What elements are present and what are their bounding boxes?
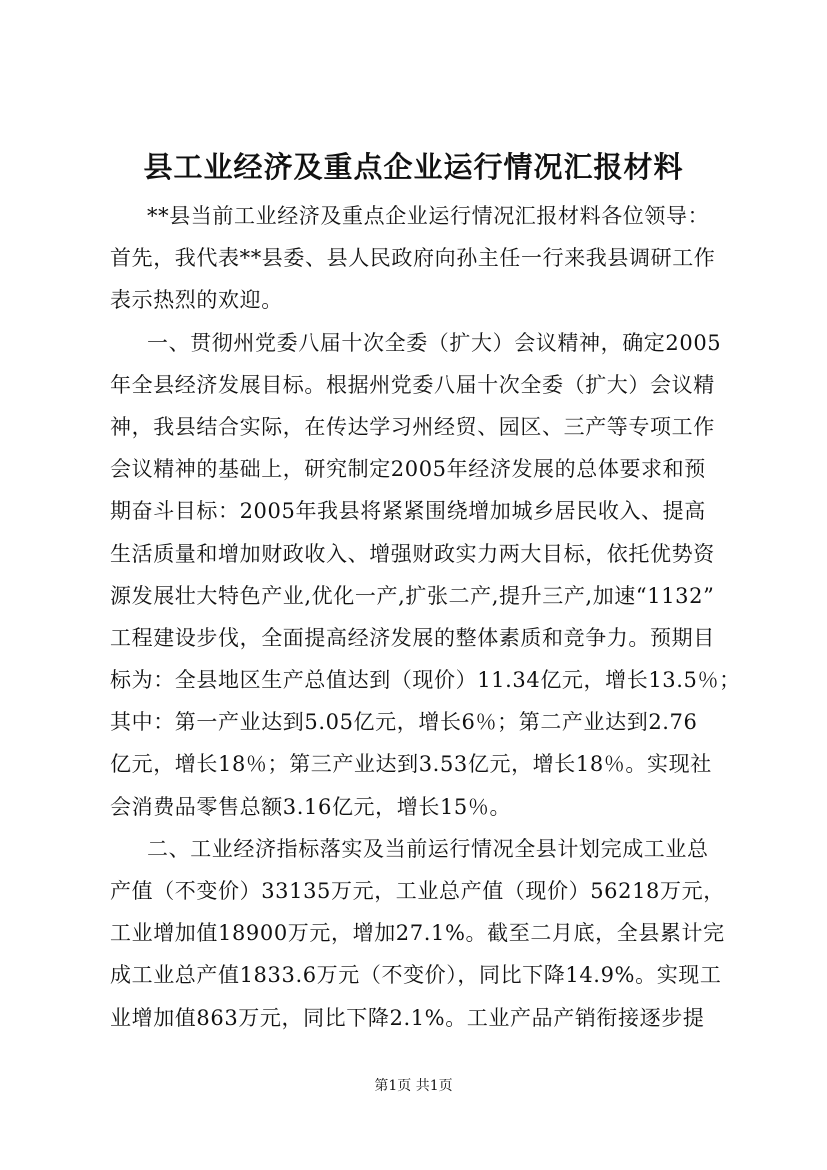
text-line: 标为：全县地区生产总值达到（现价）11.34亿元，增长13.5％； xyxy=(110,668,741,693)
text-line: 神，我县结合实际，在传达学习州经贸、园区、三产等专项工作 xyxy=(110,414,715,439)
text-line: 首先，我代表**县委、县人民政府向孙主任一行来我县调研工作 xyxy=(110,246,716,271)
document-body xyxy=(110,195,750,1039)
text-line: 表示热烈的欢迎。 xyxy=(110,288,283,313)
text-line: 其中：第一产业达到5.05亿元，增长6％；第二产业达到2.76 xyxy=(110,710,698,735)
text-line: 工业增加值18900万元，增加27.1%。截至二月底，全县累计完 xyxy=(110,921,725,946)
text-line: 源发展壮大特色产业,优化一产,扩张二产,提升三产,加速“1132” xyxy=(110,583,715,608)
text-line: 会议精神的基础上，研究制定2005年经济发展的总体要求和预 xyxy=(110,457,706,482)
text-line: 工程建设步伐，全面提高经济发展的整体素质和竞争力。预期目 xyxy=(110,625,715,650)
document-title: 县工业经济及重点企业运行情况汇报材料 xyxy=(143,150,684,184)
page-footer: 第1页 共1页 xyxy=(374,1078,453,1094)
text-line: 业增加值863万元，同比下降2.1%。工业产品产销衔接逐步提 xyxy=(110,1005,705,1030)
text-line: 亿元，增长18％；第三产业达到3.53亿元，增长18％。实现社 xyxy=(110,752,712,777)
text-line: 会消费品零售总额3.16亿元，增长15％。 xyxy=(110,794,512,819)
text-line: 期奋斗目标：2005年我县将紧紧围绕增加城乡居民收入、提高 xyxy=(110,499,706,524)
text-line: 产值（不变价）33135万元，工业总产值（现价）56218万元， xyxy=(110,879,725,903)
text-line: 成工业总产值1833.6万元（不变价），同比下降14.9%。实现工 xyxy=(110,963,722,988)
text-line: 生活质量和增加财政收入、增强财政实力两大目标，依托优势资 xyxy=(110,541,715,566)
text-line: 年全县经济发展目标。根据州党委八届十次全委（扩大）会议精 xyxy=(110,372,715,397)
text-line: **县当前工业经济及重点企业运行情况汇报材料各位领导： xyxy=(147,204,710,228)
text-line: 二、工业经济指标落实及当前运行情况全县计划完成工业总 xyxy=(147,836,709,861)
text-line: 一、贯彻州党委八届十次全委（扩大）会议精神，确定2005 xyxy=(147,330,722,355)
